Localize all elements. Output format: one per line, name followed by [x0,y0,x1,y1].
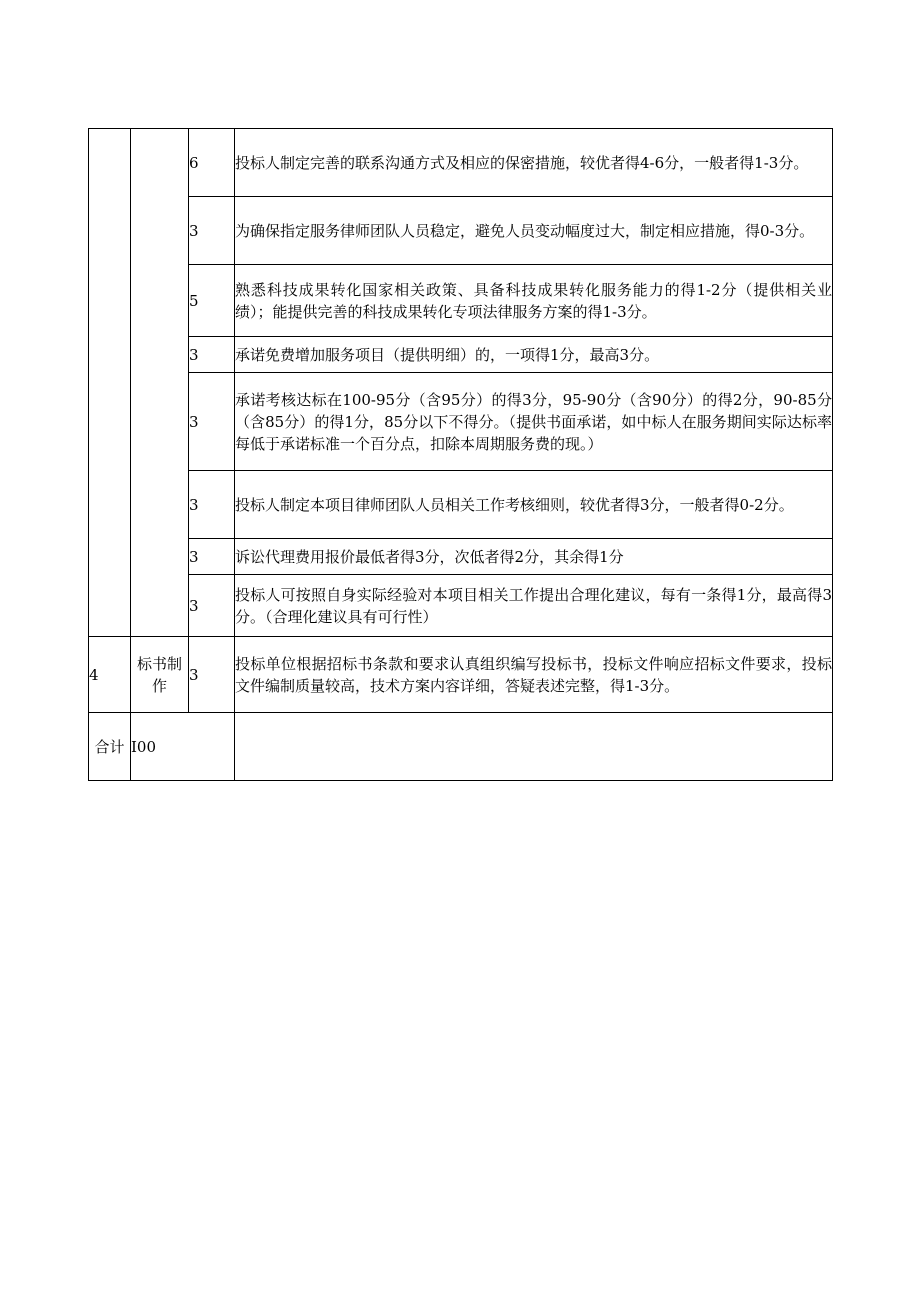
criteria-cell: 投标单位根据招标书条款和要求认真组织编写投标书，投标文件响应招标文件要求，投标文件编制质量较高，技术方案内容详细，答疑表述完整，得1-3分。 [235,637,833,713]
item-cell: 标书制作 [131,637,189,713]
score-cell: 3 [189,539,235,575]
scoring-table [88,128,833,781]
table-row [89,373,833,471]
score-cell: 3 [189,197,235,265]
number-cell: 4 [89,637,131,713]
table-row [89,197,833,265]
table-row [89,539,833,575]
score-cell: 3 [189,575,235,637]
criteria-cell: 承诺免费增加服务项目（提供明细）的，一项得1分，最高3分。 [235,337,833,373]
table-row-total [89,713,833,781]
table-row [89,265,833,337]
table-row-bid-doc [89,637,833,713]
table-row [89,471,833,539]
table-row [89,575,833,637]
score-cell: 3 [189,373,235,471]
criteria-cell: 投标人制定本项目律师团队人员相关工作考核细则，较优者得3分，一般者得0-2分。 [235,471,833,539]
criteria-cell: 熟悉科技成果转化国家相关政策、具备科技成果转化服务能力的得1-2分（提供相关业绩）；能提供完善的科技成果转化专项法律服务方案的得1-3分。 [235,265,833,337]
criteria-cell: 投标人可按照自身实际经验对本项目相关工作提出合理化建议，每有一条得1分，最高得3分。（合理化建议具有可行性） [235,575,833,637]
merged-item-cell [131,129,189,637]
score-cell: 3 [189,637,235,713]
total-label-cell: 合计 [89,713,131,781]
table-row [89,129,833,197]
score-cell: 3 [189,337,235,373]
total-value-cell: I00 [131,713,235,781]
score-cell: 6 [189,129,235,197]
criteria-cell: 承诺考核达标在100-95分（含95分）的得3分，95-90分（含90分）的得2分，90-85分（含85分）的得1分，85分以下不得分。（提供书面承诺，如中标人在服务期间实际达标率每低于承诺标准一个百分点，扣除本周期服务费的现。） [235,373,833,471]
score-cell: 3 [189,471,235,539]
score-cell: 5 [189,265,235,337]
merged-number-cell [89,129,131,637]
criteria-cell: 投标人制定完善的联系沟通方式及相应的保密措施，较优者得4-6分，一般者得1-3分。 [235,129,833,197]
table-row [89,337,833,373]
criteria-cell: 为确保指定服务律师团队人员稳定，避免人员变动幅度过大，制定相应措施，得0-3分。 [235,197,833,265]
total-empty-cell [235,713,833,781]
criteria-cell: 诉讼代理费用报价最低者得3分，次低者得2分，其余得1分 [235,539,833,575]
